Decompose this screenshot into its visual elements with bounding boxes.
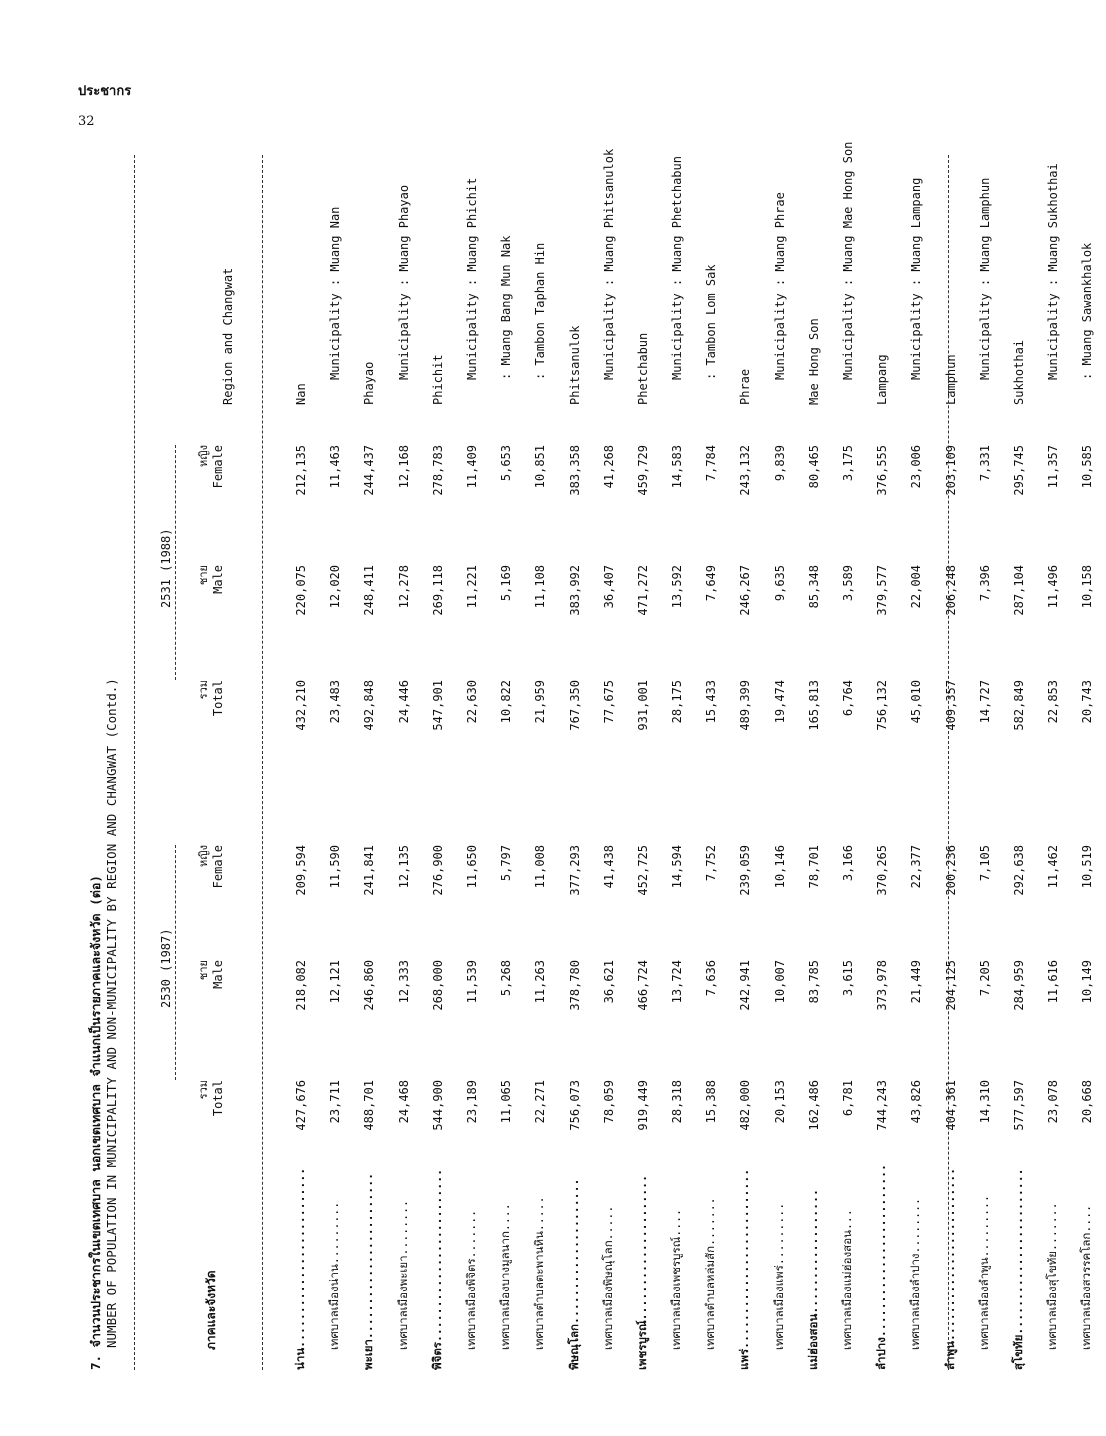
cell-male-1987: 11,616 xyxy=(1046,960,1061,1004)
cell-male-1988: 3,589 xyxy=(841,565,855,602)
table-row xyxy=(524,155,558,1370)
cell-female-1988: 278,783 xyxy=(430,445,445,496)
cell-female-1987: 22,377 xyxy=(909,845,924,889)
row-label-en: Municipality : Muang Phayao xyxy=(396,184,411,380)
cell-female-1987: 14,594 xyxy=(670,845,685,889)
row-label-en: Phetchabun xyxy=(635,332,650,405)
cell-total-1987: 544,900 xyxy=(430,1080,445,1131)
cell-female-1987: 292,638 xyxy=(1011,845,1026,896)
cell-male-1987: 3,615 xyxy=(841,960,855,997)
cell-female-1987: 377,293 xyxy=(567,845,582,896)
cell-total-1988: 45,010 xyxy=(909,680,924,724)
row-label-thai: เทศบาลเมืองแม่ฮ่องสอน... xyxy=(840,1209,854,1350)
cell-male-1988: 10,158 xyxy=(1080,565,1095,609)
row-label-thai: แพร่.......................... xyxy=(737,1168,752,1370)
cell-female-1987: 11,462 xyxy=(1046,845,1061,889)
cell-total-1988: 77,675 xyxy=(601,680,616,724)
cell-total-1988: 6,764 xyxy=(841,680,855,717)
row-header-en: Region and Changwat xyxy=(221,267,235,405)
cell-male-1987: 83,785 xyxy=(806,960,821,1004)
table-row xyxy=(1037,155,1071,1370)
table-row xyxy=(764,155,798,1370)
table-row xyxy=(1003,155,1037,1370)
row-label-thai: เทศบาลเมืองน่าน......... xyxy=(327,1201,342,1350)
cell-male-1987: 378,780 xyxy=(567,960,582,1011)
cell-total-1988: 22,853 xyxy=(1046,680,1061,724)
cell-total-1987: 20,153 xyxy=(772,1080,787,1124)
row-label-thai: เทศบาลเมืองพะเยา........ xyxy=(395,1200,410,1350)
row-label-thai: เทศบาลตำบลหล่มสัก....... xyxy=(703,1197,718,1350)
bottom-rule xyxy=(948,155,949,1370)
cell-female-1988: 11,409 xyxy=(464,445,479,489)
cell-male-1987: 218,082 xyxy=(294,960,308,1011)
cell-male-1987: 5,268 xyxy=(499,960,514,997)
cell-total-1987: 162,486 xyxy=(806,1080,821,1131)
cell-female-1987: 78,701 xyxy=(806,845,821,889)
table-title: 7. จำนวนประชากรในเขตเทศบาล นอกเขตเทศบาล จำแนกเป็นรายภาคและจังหวัด (ต่อ) xyxy=(88,875,103,1370)
cell-female-1987: 11,008 xyxy=(533,845,548,889)
year-1987-heading: 2530 (1987) xyxy=(159,928,173,1008)
row-label-thai: ลำพูน......................... xyxy=(942,1167,957,1370)
cell-total-1988: 28,175 xyxy=(670,680,685,724)
row-label-thai: สุโขทัย........................ xyxy=(1010,1168,1025,1370)
cell-total-1987: 23,078 xyxy=(1046,1080,1061,1124)
row-label-en: Sukhothai xyxy=(1011,339,1026,405)
cell-female-1987: 11,650 xyxy=(464,845,479,889)
col-header-total-1987: รวม Total xyxy=(197,1080,225,1117)
row-label-thai: พิจิตร......................... xyxy=(429,1168,444,1370)
cell-female-1987: 276,900 xyxy=(430,845,445,896)
cell-male-1987: 7,636 xyxy=(704,960,719,997)
cell-female-1988: 11,357 xyxy=(1046,445,1061,489)
cell-male-1988: 287,104 xyxy=(1011,565,1026,616)
cell-total-1988: 582,849 xyxy=(1011,680,1026,731)
table-row xyxy=(935,155,969,1370)
cell-female-1988: 11,463 xyxy=(328,445,343,489)
row-label-thai: น่าน.......................... xyxy=(293,1167,307,1370)
table-row xyxy=(729,155,763,1370)
cell-male-1988: 22,004 xyxy=(909,565,924,609)
cell-female-1988: 459,729 xyxy=(635,445,650,496)
row-label-thai: เทศบาลเมืองพิจิตร....... xyxy=(463,1209,478,1350)
cell-male-1988: 246,267 xyxy=(738,565,753,616)
table-row xyxy=(593,148,627,1370)
row-label-en: : Tambon Taphan Hin xyxy=(533,242,548,380)
table-row xyxy=(866,155,900,1370)
cell-female-1987: 12,135 xyxy=(396,845,411,889)
cell-male-1988: 12,020 xyxy=(328,565,343,609)
row-label-en: Municipality : Muang Phetchabun xyxy=(670,156,685,380)
cell-total-1988: 767,350 xyxy=(567,680,582,731)
cell-female-1988: 12,168 xyxy=(396,445,411,489)
cell-total-1988: 547,901 xyxy=(430,680,445,731)
cell-female-1988: 376,555 xyxy=(875,445,890,496)
row-label-thai: เทศบาลเมืองลำปาง........ xyxy=(908,1198,923,1350)
row-label-en: Phayao xyxy=(362,361,377,405)
cell-male-1988: 12,278 xyxy=(396,565,411,609)
cell-male-1987: 13,724 xyxy=(670,960,685,1004)
cell-male-1987: 373,978 xyxy=(875,960,890,1011)
row-label-en: Lampang xyxy=(875,354,890,405)
row-label-thai: เทศบาลเมืองแพร่......... xyxy=(771,1202,786,1350)
row-label-en: Phitsanulok xyxy=(567,325,582,405)
cell-total-1988: 14,727 xyxy=(977,680,992,724)
row-label-thai: เทศบาลเมืองลำพูน......... xyxy=(976,1195,991,1350)
cell-female-1988: 243,132 xyxy=(738,445,753,496)
year-1988-heading: 2531 (1988) xyxy=(159,528,173,608)
cell-male-1988: 11,496 xyxy=(1046,565,1061,609)
cell-female-1987: 41,438 xyxy=(601,845,616,889)
cell-female-1987: 3,166 xyxy=(841,845,855,882)
cell-male-1987: 242,941 xyxy=(738,960,753,1011)
row-header-thai: ภาคและจังหวัด xyxy=(204,1270,218,1350)
cell-total-1988: 10,822 xyxy=(499,680,514,724)
cell-male-1987: 11,539 xyxy=(464,960,479,1004)
table-row xyxy=(798,155,832,1370)
cell-female-1988: 41,268 xyxy=(601,445,616,489)
col-header-female-1987: หญิง Female xyxy=(197,845,225,889)
cell-male-1988: 36,407 xyxy=(601,565,616,609)
cell-female-1987: 7,105 xyxy=(977,845,992,882)
cell-male-1988: 5,169 xyxy=(499,565,514,602)
cell-male-1987: 204,125 xyxy=(943,960,958,1011)
row-label-thai: พิษณุโลก..................... xyxy=(566,1178,581,1370)
table-row xyxy=(456,155,490,1370)
cell-total-1987: 14,310 xyxy=(977,1080,992,1124)
row-label-en: Mae Hong Son xyxy=(806,318,821,405)
cell-female-1988: 3,175 xyxy=(841,445,855,482)
cell-total-1987: 24,468 xyxy=(396,1080,411,1124)
cell-total-1987: 28,318 xyxy=(670,1080,685,1124)
col-header-total-1988: รวม Total xyxy=(197,680,225,717)
cell-total-1988: 24,446 xyxy=(396,680,411,724)
col-header-female-1988: หญิง Female xyxy=(197,445,225,489)
cell-total-1988: 409,357 xyxy=(943,680,958,731)
cell-total-1988: 492,848 xyxy=(362,680,377,731)
cell-total-1988: 19,474 xyxy=(772,680,787,724)
cell-total-1988: 22,630 xyxy=(464,680,479,724)
cell-male-1988: 269,118 xyxy=(430,565,445,616)
cell-female-1987: 5,797 xyxy=(499,845,514,882)
table-row xyxy=(559,155,593,1370)
cell-female-1988: 9,839 xyxy=(772,445,787,482)
cell-female-1988: 244,437 xyxy=(362,445,377,496)
cell-male-1987: 268,000 xyxy=(430,960,445,1011)
cell-female-1988: 10,585 xyxy=(1080,445,1095,489)
table-row xyxy=(900,155,934,1370)
table-row xyxy=(285,155,319,1370)
row-label-en: : Muang Sawankhalok xyxy=(1080,242,1095,380)
row-label-en: Phichit xyxy=(430,354,445,405)
col-header-male-1988: ชาย Male xyxy=(197,565,225,594)
page-number: 32 xyxy=(78,114,95,129)
row-label-en: Lamphun xyxy=(943,354,958,405)
row-label-en: Municipality : Muang Sukhothai xyxy=(1046,163,1061,380)
cell-total-1988: 21,959 xyxy=(533,680,548,724)
table-row xyxy=(353,155,387,1370)
row-label-en: Municipality : Muang Nan xyxy=(328,206,343,380)
table-row xyxy=(661,155,695,1370)
table-row xyxy=(969,155,1003,1370)
cell-total-1988: 489,399 xyxy=(738,680,753,731)
cell-total-1988: 165,813 xyxy=(806,680,821,731)
row-label-thai: เพชรบูรณ์..................... xyxy=(634,1174,649,1370)
cell-total-1987: 482,000 xyxy=(738,1080,753,1131)
cell-male-1988: 220,075 xyxy=(294,565,308,616)
row-label-en: : Muang Bang Mun Nak xyxy=(499,235,514,380)
cell-total-1988: 15,433 xyxy=(704,680,719,724)
cell-female-1988: 14,583 xyxy=(670,445,685,489)
cell-female-1987: 11,590 xyxy=(328,845,343,889)
cell-female-1987: 10,519 xyxy=(1080,845,1095,889)
cell-male-1987: 12,121 xyxy=(328,960,343,1004)
cell-female-1987: 370,265 xyxy=(875,845,890,896)
cell-male-1988: 471,272 xyxy=(635,565,650,616)
page-header-thai: ประชากร xyxy=(78,84,132,99)
row-label-en: Municipality : Muang Phrae xyxy=(772,192,787,380)
cell-total-1988: 432,210 xyxy=(294,680,308,731)
cell-female-1988: 203,109 xyxy=(943,445,958,496)
cell-male-1987: 10,149 xyxy=(1080,960,1095,1004)
table-row xyxy=(319,155,353,1370)
row-label-en: Municipality : Muang Phichit xyxy=(464,177,479,380)
cell-male-1987: 466,724 xyxy=(635,960,650,1011)
cell-male-1987: 11,263 xyxy=(533,960,548,1004)
cell-total-1987: 20,668 xyxy=(1080,1080,1095,1124)
cell-female-1987: 241,841 xyxy=(362,845,377,896)
cell-male-1988: 248,411 xyxy=(362,565,377,616)
cell-total-1988: 20,743 xyxy=(1080,680,1095,724)
row-label-en: Municipality : Muang Lamphun xyxy=(977,177,992,380)
row-label-thai: พะเยา........................ xyxy=(361,1172,376,1370)
cell-total-1987: 427,676 xyxy=(294,1080,308,1131)
table-row xyxy=(490,155,524,1370)
cell-male-1988: 7,649 xyxy=(704,565,719,602)
table-row xyxy=(695,155,729,1370)
row-label-thai: เทศบาลเมืองสวรรคโลก.... xyxy=(1079,1204,1094,1350)
cell-total-1987: 744,243 xyxy=(875,1080,890,1131)
cell-total-1987: 23,189 xyxy=(464,1080,479,1124)
cell-male-1987: 7,205 xyxy=(977,960,992,997)
cell-female-1987: 200,236 xyxy=(943,845,958,896)
cell-total-1987: 11,065 xyxy=(499,1080,514,1124)
population-table xyxy=(88,141,1095,1370)
top-rule xyxy=(134,155,135,1370)
cell-male-1988: 9,635 xyxy=(772,565,787,602)
cell-total-1987: 756,073 xyxy=(567,1080,582,1131)
cell-female-1987: 209,594 xyxy=(294,845,308,896)
cell-male-1987: 36,621 xyxy=(601,960,616,1004)
cell-female-1987: 239,059 xyxy=(738,845,753,896)
cell-total-1987: 919,449 xyxy=(635,1080,650,1131)
cell-female-1988: 23,006 xyxy=(909,445,924,489)
cell-total-1987: 15,388 xyxy=(704,1080,719,1124)
cell-male-1987: 10,007 xyxy=(772,960,787,1004)
cell-total-1987: 577,597 xyxy=(1011,1080,1026,1131)
cell-total-1987: 6,781 xyxy=(841,1080,855,1117)
cell-total-1988: 931,001 xyxy=(635,680,650,731)
row-label-thai: ลำปาง......................... xyxy=(874,1164,889,1370)
cell-total-1987: 488,701 xyxy=(362,1080,377,1131)
table-row xyxy=(1071,155,1105,1370)
cell-male-1987: 12,333 xyxy=(396,960,411,1004)
cell-total-1988: 756,132 xyxy=(875,680,890,731)
table-row xyxy=(627,155,661,1370)
table-row xyxy=(388,155,422,1370)
cell-male-1987: 246,860 xyxy=(362,960,377,1011)
row-label-en: Municipality : Muang Phitsanulok xyxy=(601,148,616,380)
cell-female-1988: 212,135 xyxy=(294,445,308,496)
cell-female-1988: 7,784 xyxy=(704,445,719,482)
row-label-thai: แม่ฮ่องสอน.................. xyxy=(805,1189,820,1370)
cell-total-1987: 22,271 xyxy=(533,1080,548,1124)
cell-male-1988: 7,396 xyxy=(977,565,992,602)
cell-total-1987: 404,361 xyxy=(943,1080,958,1131)
cell-female-1988: 295,745 xyxy=(1011,445,1026,496)
row-label-thai: เทศบาลเมืองเพชรบูรณ์.... xyxy=(669,1209,684,1350)
table-row xyxy=(422,155,456,1370)
cell-male-1987: 284,959 xyxy=(1011,960,1026,1011)
table-body xyxy=(285,141,1106,1370)
cell-total-1987: 23,711 xyxy=(328,1080,343,1124)
cell-total-1987: 78,059 xyxy=(601,1080,616,1124)
row-label-thai: เทศบาลเมืองบางมูลนาก.... xyxy=(498,1203,513,1350)
cell-female-1988: 10,851 xyxy=(533,445,548,489)
cell-male-1987: 21,449 xyxy=(909,960,924,1004)
row-label-en: Municipality : Muang Mae Hong Son xyxy=(841,141,855,380)
cell-total-1987: 43,826 xyxy=(909,1080,924,1124)
cell-female-1988: 80,465 xyxy=(806,445,821,489)
row-label-en: Nan xyxy=(294,383,308,405)
table-row xyxy=(832,141,866,1370)
cell-female-1988: 5,653 xyxy=(499,445,514,482)
cell-female-1988: 383,358 xyxy=(567,445,582,496)
cell-female-1987: 7,752 xyxy=(704,845,719,882)
cell-female-1988: 7,331 xyxy=(977,445,992,482)
row-label-en: : Tambon Lom Sak xyxy=(704,264,719,380)
row-label-thai: เทศบาลตำบลตะพานหิน..... xyxy=(532,1196,547,1350)
header-rule xyxy=(262,155,263,1370)
row-label-en: Municipality : Muang Lampang xyxy=(909,177,924,380)
row-label-thai: เทศบาลเมืองพิษณุโลก..... xyxy=(600,1205,615,1350)
col-header-male-1987: ชาย Male xyxy=(197,960,225,989)
row-label-thai: เทศบาลเมืองสุโขทัย....... xyxy=(1045,1202,1060,1350)
table-subtitle: NUMBER OF POPULATION IN MUNICIPALITY AND NON-MUNICIPALITY BY REGION AND CHANGWAT (Contd.) xyxy=(104,678,119,1348)
cell-male-1988: 13,592 xyxy=(670,565,685,609)
year-1988-rule xyxy=(175,445,176,680)
cell-male-1988: 85,348 xyxy=(806,565,821,609)
row-label-en: Phrae xyxy=(738,368,753,405)
cell-male-1988: 11,221 xyxy=(464,565,479,609)
cell-male-1988: 11,108 xyxy=(533,565,548,609)
year-1987-rule xyxy=(175,845,176,1080)
cell-female-1987: 452,725 xyxy=(635,845,650,896)
cell-male-1988: 206,248 xyxy=(943,565,958,616)
cell-male-1988: 383,992 xyxy=(567,565,582,616)
cell-total-1988: 23,483 xyxy=(328,680,343,724)
cell-female-1987: 10,146 xyxy=(772,845,787,889)
cell-male-1988: 379,577 xyxy=(875,565,890,616)
